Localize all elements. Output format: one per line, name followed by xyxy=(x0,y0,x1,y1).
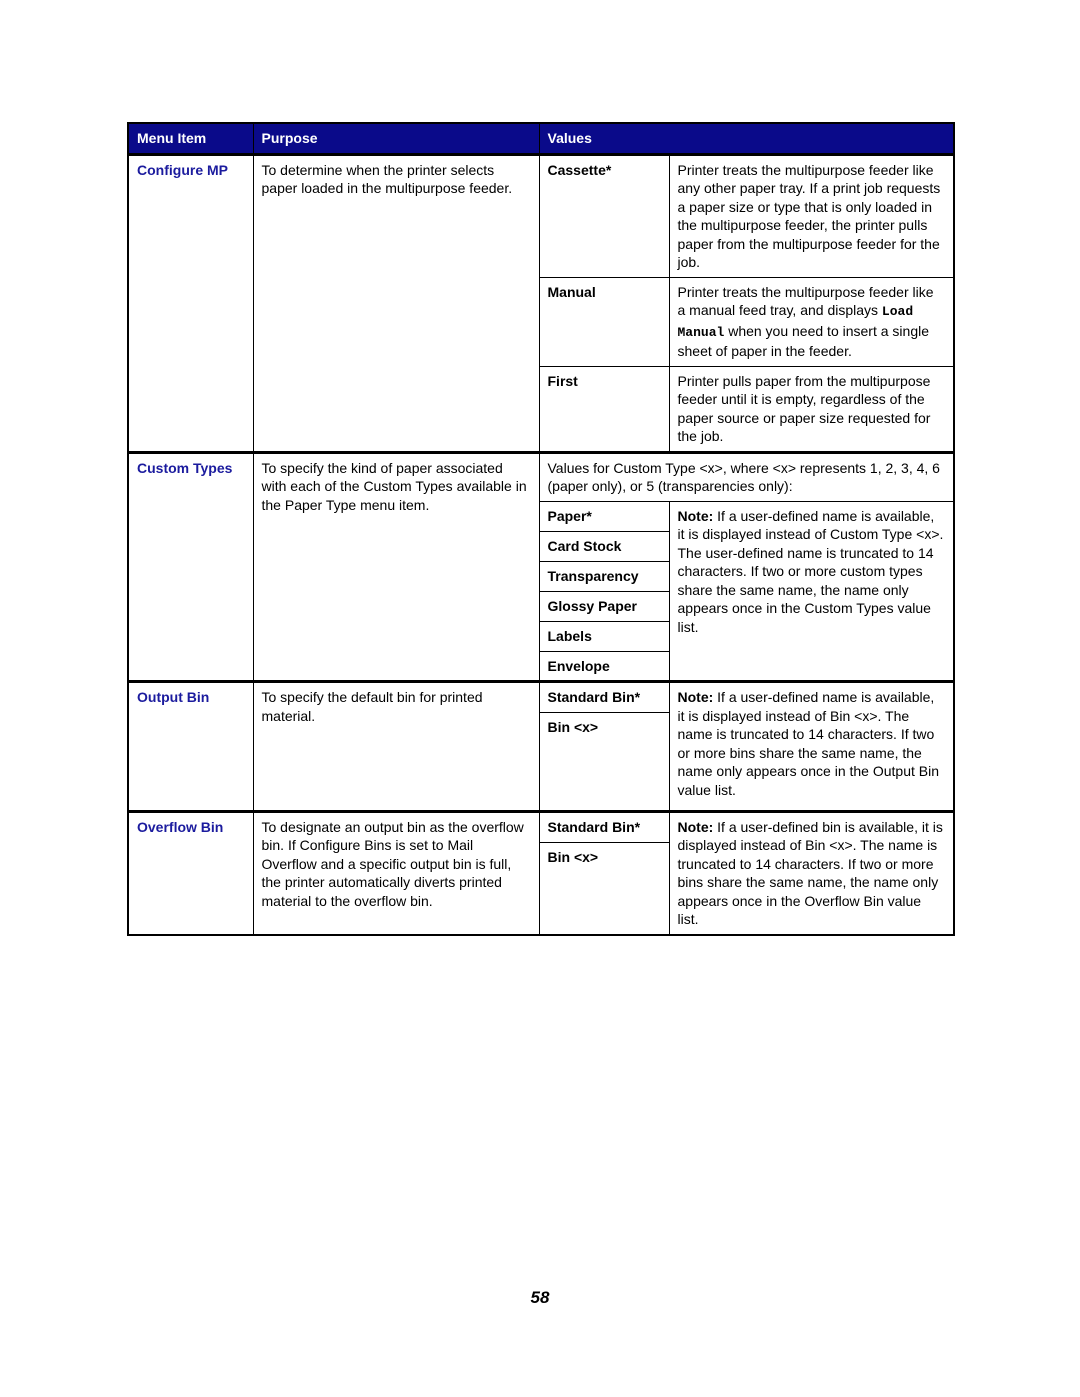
column-header-menu-item: Menu Item xyxy=(128,123,253,154)
row-group-configure-mp xyxy=(128,154,954,452)
value-description-manual xyxy=(669,277,954,366)
value-label-paper: Paper* xyxy=(539,501,669,531)
value-description-cassette: Printer treats the multipurpose feeder like any other paper tray. If a print job requests a paper size or type that is only loaded in the multipurpose feeder, the printer pulls paper from the multipurpose feeder for the job. xyxy=(669,154,954,277)
value-label-cassette: Cassette* xyxy=(539,154,669,277)
value-label-envelope: Envelope xyxy=(539,651,669,682)
purpose-overflow-bin: To designate an output bin as the overflow bin. If Configure Bins is set to Mail Overflow and a specific output bin is full, the printer automatically diverts printed material to the overflow bin. xyxy=(253,811,539,935)
value-label-first: First xyxy=(539,366,669,452)
purpose-custom-types: To specify the kind of paper associated with each of the Custom Types available in the Paper Type menu item. xyxy=(253,452,539,682)
row-group-custom-types xyxy=(128,452,954,682)
value-label-labels: Labels xyxy=(539,621,669,651)
row-group-output-bin xyxy=(128,682,954,812)
value-label-glossy-paper: Glossy Paper xyxy=(539,591,669,621)
column-header-purpose: Purpose xyxy=(253,123,539,154)
value-note-output-bin xyxy=(669,682,954,812)
display-code-text: Load Manual xyxy=(677,304,914,340)
note-label: Note: xyxy=(677,507,714,524)
row-group-overflow-bin xyxy=(128,811,954,935)
values-intro-custom-types: Values for Custom Type <x>, where <x> represents 1, 2, 3, 4, 6 (paper only), or 5 (transparencies only): xyxy=(539,452,954,501)
menu-item-custom-types: Custom Types xyxy=(128,452,253,682)
value-label-bin-x: Bin <x> xyxy=(539,843,669,935)
value-note-overflow-bin xyxy=(669,811,954,935)
value-label-manual: Manual xyxy=(539,277,669,366)
page-number: 58 xyxy=(530,1288,550,1307)
value-label-standard-bin: Standard Bin* xyxy=(539,811,669,843)
note-label: Note: xyxy=(677,689,714,705)
menu-item-overflow-bin: Overflow Bin xyxy=(128,811,253,935)
description-text: when you need to insert a single sheet of paper in the feeder. xyxy=(677,322,930,359)
value-label-card-stock: Card Stock xyxy=(539,531,669,561)
value-label-standard-bin: Standard Bin* xyxy=(539,682,669,713)
note-text: If a user-defined name is available, it is displayed instead of Custom Type <x>. The user-defined name is truncated to 14 characters. If two or more custom types share the same name, the name only appears once in the Custom Types value list. xyxy=(677,507,944,635)
table-header xyxy=(128,123,954,154)
value-label-bin-x: Bin <x> xyxy=(539,712,669,811)
printer-menu-table xyxy=(127,122,955,936)
column-header-values: Values xyxy=(539,123,954,154)
menu-item-output-bin: Output Bin xyxy=(128,682,253,812)
menu-item-configure-mp: Configure MP xyxy=(128,154,253,452)
value-note-custom-types xyxy=(669,501,954,682)
value-label-transparency: Transparency xyxy=(539,561,669,591)
purpose-configure-mp: To determine when the printer selects paper loaded in the multipurpose feeder. xyxy=(253,154,539,452)
note-text: If a user-defined bin is available, it is displayed instead of Bin <x>. The name is truncated to 14 characters. If two or more bins share the same name, the name only appears once in the Overflow Bin value list. xyxy=(677,818,943,927)
description-text: Printer treats the multipurpose feeder like a manual feed tray, and displays xyxy=(677,283,934,318)
note-text: If a user-defined name is available, it is displayed instead of Bin <x>. The name is truncated to 14 characters. If two or more bins share the same name, the name only appears once in the Output Bin value list. xyxy=(677,689,940,798)
note-label: Note: xyxy=(677,818,714,835)
purpose-output-bin: To specify the default bin for printed material. xyxy=(253,682,539,812)
value-description-first: Printer pulls paper from the multipurpose feeder until it is empty, regardless of the paper source or paper size requested for the job. xyxy=(669,366,954,452)
